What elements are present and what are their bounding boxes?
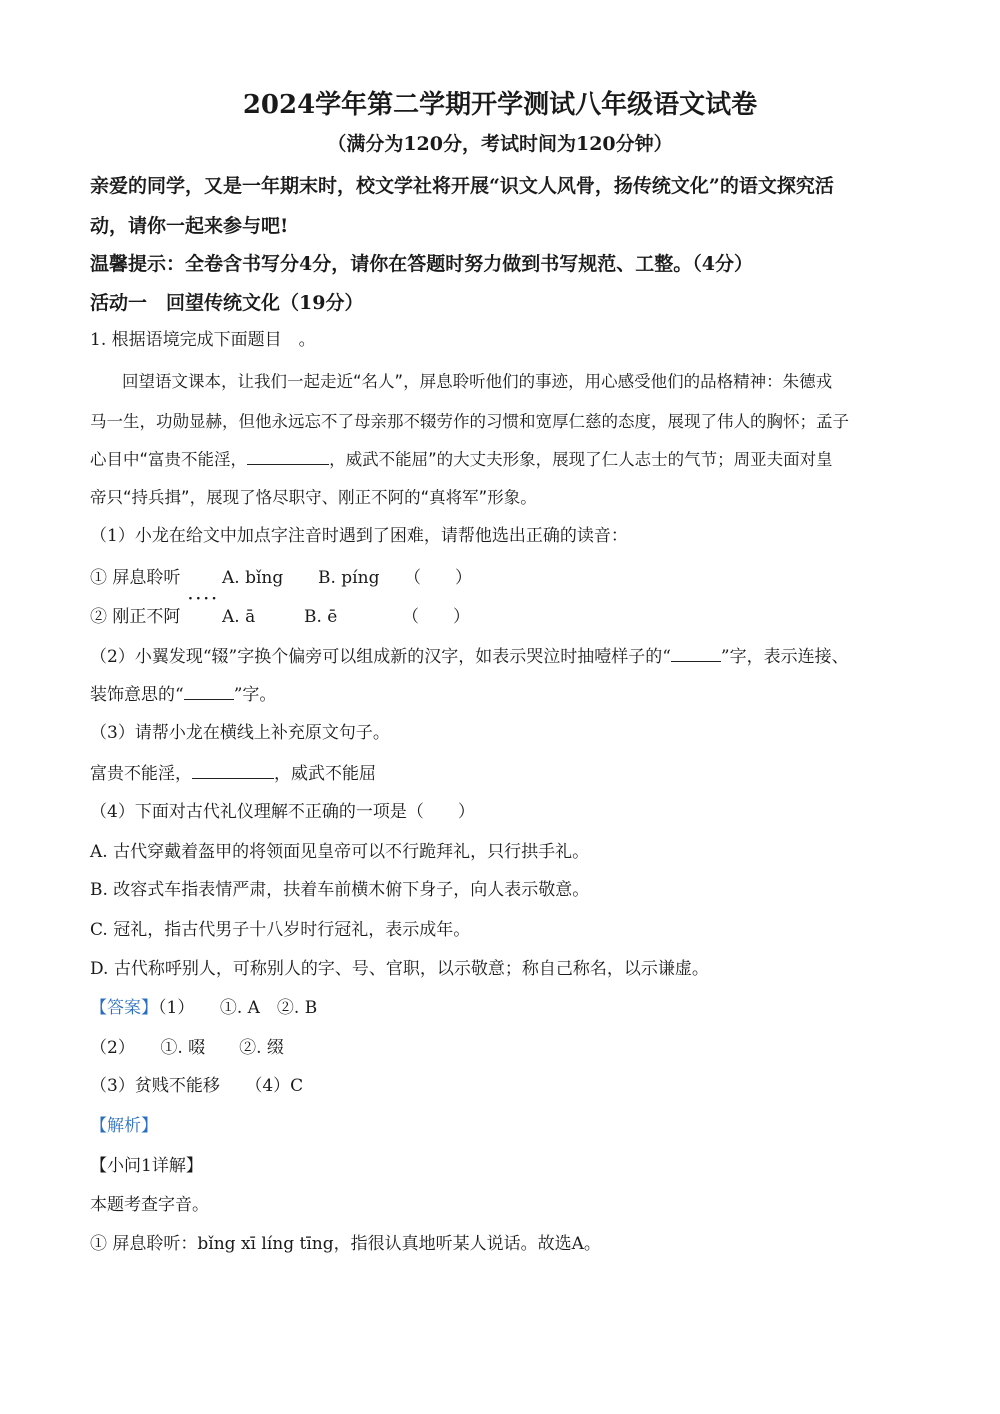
analysis-line-2: ① 屏息聆听：bǐng xī líng tīng，指很认真地听某人说话。故选A。 [90,1234,601,1254]
item-1-option-a[interactable]: A. bǐng [222,568,284,588]
passage-line-2: 马一生，功勋显赫，但他永远忘不了母亲那不辍劳作的习惯和宽厚仁慈的态度，展现了伟人的胸怀；孟子 [90,412,849,431]
answer-row-3: （3）贫贱不能移 （4）C [90,1076,304,1096]
sub-question-2-blank-1[interactable] [671,643,721,662]
passage-line-3 [90,446,833,472]
sub-question-2-blank-2[interactable] [184,681,234,700]
passage-line-3-part-b: ，威武不能屈”的大丈夫形象，展现了仁人志士的气节；周亚夫面对皇 [329,450,833,469]
passage-line-3-part-a: 心目中“富贵不能淫， [90,450,248,469]
sub-question-2-text-b: ”字，表示连接、 [720,647,849,667]
intro-line-2: 动，请你一起来参与吧! [90,215,289,237]
emphasis-dots: ···· [188,591,220,607]
answer-row-1 [90,996,317,1020]
answer-1: （1） ①. A ②. B [158,998,318,1018]
sub-question-2-text-c: 装饰意思的“ [90,685,184,705]
activity-heading: 活动一 回望传统文化（19分） [90,292,364,314]
item-2-answer-paren[interactable]: （ ） [402,607,470,627]
analysis-sub-label: 【小问1详解】 [90,1156,203,1176]
choice-a[interactable]: A. 古代穿戴着盔甲的将领面见皇帝可以不行跪拜礼，只行拱手礼。 [90,842,590,862]
intro-line-1: 亲爱的同学，又是一年期末时，校文学社将开展“识文人风骨，扬传统文化”的语文探究活 [90,175,834,197]
analysis-label: 【解析】 [90,1116,158,1136]
passage-line-4: 帝只“持兵揖”，展现了恪尽职守、刚正不阿的“真将军”形象。 [90,488,537,507]
item-2-word: ② 刚正不阿 [90,607,181,627]
sub-question-4: （4）下面对古代礼仪理解不正确的一项是（ ） [90,802,475,822]
analysis-line-1: 本题考查字音。 [90,1195,209,1215]
choice-d[interactable]: D. 古代称呼别人，可称别人的字、号、官职，以示敬意；称自己称名，以示谦虚。 [90,959,709,979]
sub-question-3-blank[interactable] [192,760,274,779]
choice-c[interactable]: C. 冠礼，指古代男子十八岁时行冠礼，表示成年。 [90,920,471,940]
sub-question-3-fill-b: ，威武不能屈 [274,764,376,784]
option-row-1 [90,566,472,590]
sub-question-2-line-2 [90,681,276,707]
sub-question-2-text-d: ”字。 [233,685,277,705]
sub-question-3: （3）请帮小龙在横线上补充原文句子。 [90,723,390,743]
item-1-answer-paren[interactable]: （ ） [404,568,472,588]
answer-row-2: （2） ①. 啜 ②. 缀 [90,1038,284,1058]
item-2-option-b[interactable]: B. ē [304,607,338,627]
item-1-option-b[interactable]: B. píng [318,568,380,588]
intro-tip: 温馨提示：全卷含书写分4分，请你在答题时努力做到书写规范、工整。（4分） [90,253,753,275]
sub-question-1: （1）小龙在给文中加点字注音时遇到了困难，请帮他选出正确的读音： [90,526,628,546]
option-row-2 [90,605,470,629]
sub-question-3-fill-a: 富贵不能淫， [90,764,192,784]
answer-label: 【答案】 [90,998,158,1018]
page-subtitle: （满分为120分，考试时间为120分钟） [327,133,673,155]
page-title: 2024学年第二学期开学测试八年级语文试卷 [242,90,758,120]
item-1-word: ① 屏息聆听 [90,568,181,588]
choice-b[interactable]: B. 改容式车指表情严肃，扶着车前横木俯下身子，向人表示敬意。 [90,880,590,900]
passage-line-1: 回望语文课本，让我们一起走近“名人”，屏息聆听他们的事迹，用心感受他们的品格精神：朱德戎 [122,372,833,391]
question-1-prompt: 1. 根据语境完成下面题目 。 [90,330,316,350]
sub-question-2-line-1 [90,643,849,669]
passage-blank[interactable] [247,446,329,465]
sub-question-3-fill [90,760,376,786]
sub-question-2-text-a: （2）小翼发现“辍”字换个偏旁可以组成新的汉字，如表示哭泣时抽噎样子的“ [90,647,671,667]
item-2-option-a[interactable]: A. ā [222,607,256,627]
